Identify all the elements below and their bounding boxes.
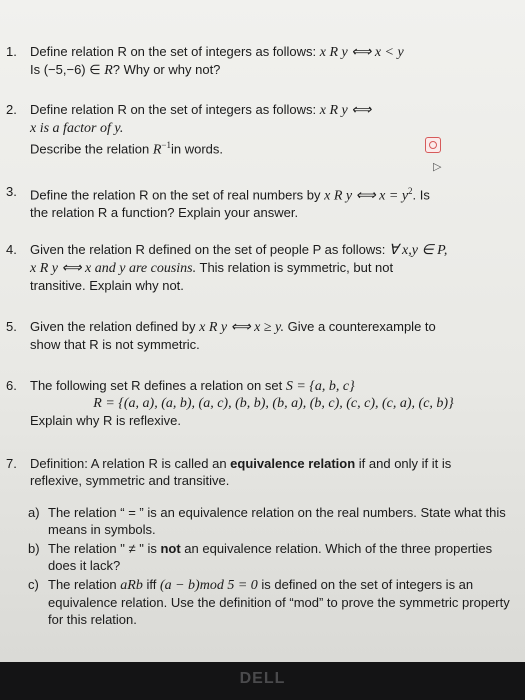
- question-text: if and only if it is: [355, 456, 452, 471]
- subquestion-c: [28, 576, 517, 628]
- math-expression: R: [104, 63, 113, 78]
- math-expression: x R y ⟺ x ≥ y.: [199, 320, 284, 335]
- question-text: The relation “ = ” is an equivalence relation on the real numbers. State what this means in symbols.: [48, 505, 506, 537]
- math-expression: x R y ⟺: [319, 103, 372, 118]
- question-number: 4.: [6, 242, 17, 257]
- dell-logo: DELL: [239, 670, 286, 687]
- question-text: Is (−5,−6) ∈: [30, 62, 105, 77]
- question-text: Define the relation R on the set of real numbers by: [30, 187, 325, 203]
- math-expression: R: [152, 142, 162, 158]
- math-expression: x R y ⟺ x and y are cousins.: [30, 261, 197, 276]
- question-1: [6, 43, 517, 79]
- math-superscript: −1: [161, 140, 171, 150]
- question-6: [6, 377, 517, 429]
- question-text: The relation " ≠ " is: [48, 541, 161, 556]
- question-text: Given the relation defined by: [30, 319, 200, 334]
- question-text: Give a counterexample to: [284, 319, 436, 334]
- bold-term: equivalence relation: [230, 456, 356, 471]
- math-expression: S = {a, b, c}: [285, 379, 355, 394]
- question-text: in words.: [170, 141, 224, 157]
- question-number: 3.: [6, 184, 17, 199]
- question-text: is defined on the set of integers is an equivalence relation. Use the definition of “mod” to prove the symmetric property for this relation.: [48, 577, 510, 627]
- question-number: 7.: [6, 456, 17, 471]
- question-number: 6.: [6, 378, 17, 393]
- subquestion-label: a): [28, 505, 40, 520]
- question-text: iff: [142, 577, 160, 592]
- question-text: Explain why R is reflexive.: [30, 413, 181, 428]
- math-expression: ∀ x,y ∈ P,: [388, 243, 448, 258]
- question-text: Describe the relation: [30, 141, 153, 157]
- question-number: 1.: [6, 44, 17, 59]
- question-text: Given the relation R defined on the set of people P as follows:: [30, 242, 389, 257]
- question-text: Definition: A relation R is called an: [30, 456, 231, 471]
- math-expression: x R y ⟺ x = y: [324, 188, 409, 204]
- stop-icon: [425, 137, 441, 153]
- question-5: [6, 318, 517, 353]
- monitor-bezel: [0, 662, 525, 700]
- question-text: Define relation R on the set of integers as follows:: [30, 102, 320, 117]
- question-text: . Is: [412, 187, 430, 203]
- question-3: [6, 183, 517, 221]
- subquestion-b: [28, 540, 517, 574]
- question-text: Define relation R on the set of integers as follows:: [30, 44, 320, 59]
- question-text: show that R is not symmetric.: [30, 337, 200, 352]
- bold-term: not: [160, 541, 181, 556]
- math-expression: x is a factor of y.: [30, 121, 124, 136]
- question-text: an equivalence relation. Which of the three properties does it lack?: [48, 541, 493, 573]
- question-text: reflexive, symmetric and transitive.: [30, 473, 230, 488]
- math-expression: x R y ⟺ x < y: [319, 45, 404, 60]
- subquestion-label: b): [28, 541, 40, 556]
- question-text: transitive. Explain why not.: [30, 278, 184, 293]
- question-text: ? Why or why not?: [112, 62, 221, 77]
- math-expression: aRb: [120, 578, 143, 593]
- cursor-icon: ▷: [433, 161, 442, 173]
- question-text: The following set R defines a relation on set: [30, 378, 286, 393]
- subquestion-label: c): [28, 577, 39, 592]
- question-number: 5.: [6, 319, 17, 334]
- question-text: the relation R a function? Explain your answer.: [30, 205, 299, 221]
- math-expression: (a − b)mod 5 = 0: [159, 578, 258, 593]
- question-4: [6, 241, 517, 294]
- subquestion-a: [28, 504, 517, 538]
- question-number: 2.: [6, 102, 17, 117]
- question-7: [6, 455, 517, 628]
- question-text: This relation is symmetric, but not: [196, 260, 394, 275]
- question-text: The relation: [48, 577, 121, 592]
- relation-set: R = {(a, a), (a, b), (a, c), (b, b), (b, a), (b, c), (c, c), (c, a), (c, b)}: [93, 396, 454, 411]
- math-superscript: 2: [408, 186, 413, 196]
